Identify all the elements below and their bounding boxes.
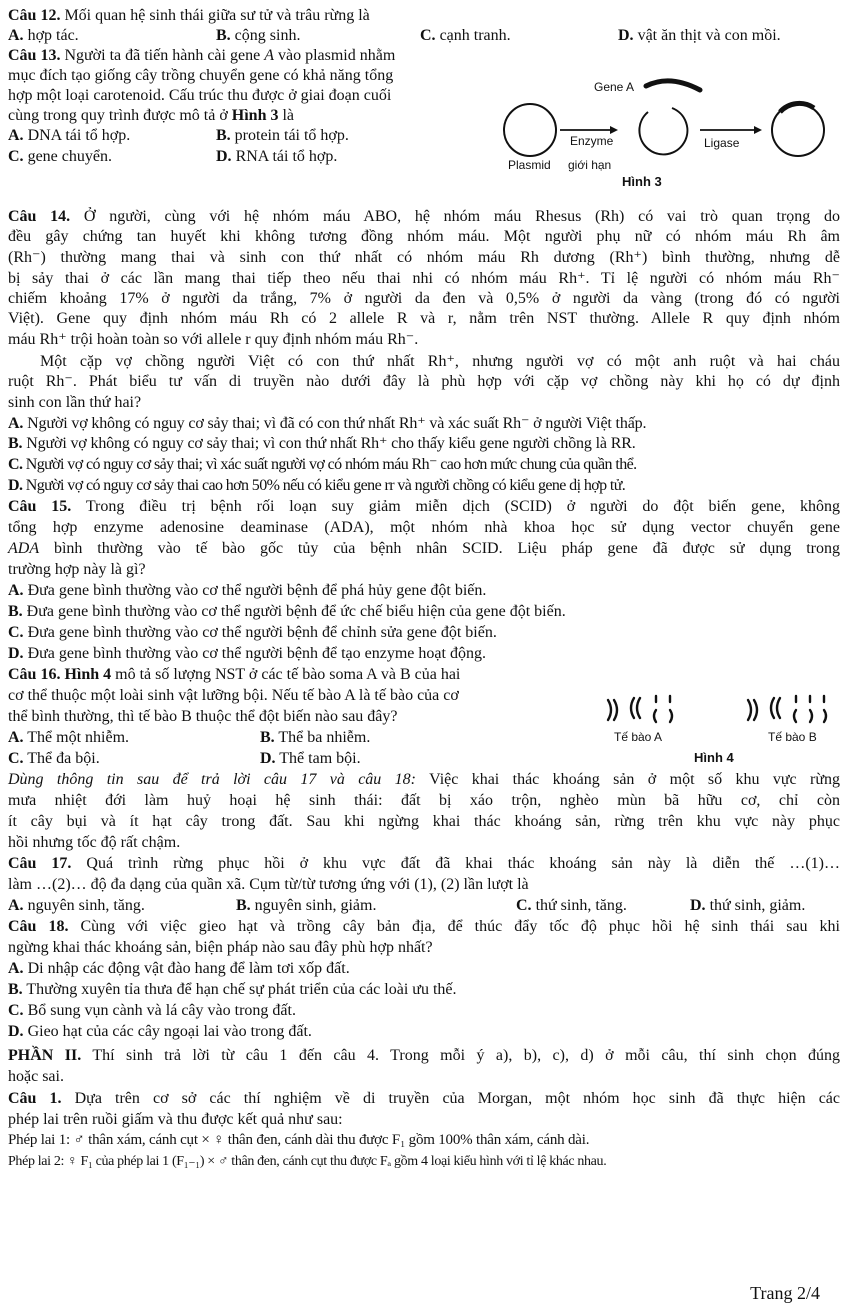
figure-3-caption: Hình 3 xyxy=(622,174,662,189)
shared-info-line-4: hồi nhưng tốc độ rất chậm. xyxy=(8,834,181,851)
q17-option-d[interactable]: D. thứ sinh, giảm. xyxy=(690,897,806,914)
q13-option-d[interactable]: D. RNA tái tổ hợp. xyxy=(216,148,338,165)
q17-option-a[interactable]: A. nguyên sinh, tăng. xyxy=(8,897,145,914)
q13-stem-line-2: mục đích tạo giống cây trồng chuyển gene có khả năng tổng xyxy=(8,67,394,84)
q12-stem xyxy=(8,6,370,26)
part2-heading: PHẦN II. xyxy=(8,1047,82,1064)
q13-option-b[interactable]: B. protein tái tổ hợp. xyxy=(216,127,349,144)
gene-a-label: Gene A xyxy=(594,80,635,94)
p2q1-stem-line-2: phép lai trên ruồi giấm và thu được kết quả như sau: xyxy=(8,1111,343,1128)
q14-stem-line-2: đều gây chứng tan huyết khi không tương đồng nhóm máu. Một người phụ nữ có nhóm máu Rh âm xyxy=(8,228,840,245)
arrow-ligase-head xyxy=(754,126,762,134)
cell-a-chromosomes xyxy=(608,696,672,722)
p2q1-stem-line-1: Câu 1. Dựa trên cơ sở các thí nghiệm về di truyền của Morgan, một nhóm học sinh đã thực hiện các xyxy=(8,1090,840,1107)
q15-option-d[interactable]: D. Đưa gene bình thường vào cơ thể người bệnh để tạo enzyme hoạt động. xyxy=(8,645,486,662)
q15-stem-line-3: ADA bình thường vào tế bào gốc tủy của bệnh nhân SCID. Liệu pháp gene đã được sử dụng trong xyxy=(8,540,840,557)
q12-option-a[interactable]: A. hợp tác. xyxy=(8,27,79,44)
q16-option-d[interactable]: D. Thể tam bội. xyxy=(260,750,361,767)
q18-option-d[interactable]: D. Gieo hạt của các cây ngoại lai vào trong đất. xyxy=(8,1023,312,1040)
q14-stem-line-7: máu Rh⁺ trội hoàn toàn so với allele r quy định nhóm máu Rh⁻. xyxy=(8,331,419,348)
part2-line-2: hoặc sai. xyxy=(8,1068,64,1085)
gene-a-fragment xyxy=(646,81,700,90)
shared-info-line-1: Dùng thông tin sau để trả lời câu 17 và câu 18: Việc khai thác khoáng sản ở một số khu vực rừng xyxy=(8,771,840,788)
part2-line-1: PHẦN II. Thí sinh trả lời từ câu 1 đến câu 4. Trong mỗi ý a), b), c), d) ở mỗi câu, thí sinh chọn đúng xyxy=(8,1047,841,1064)
q15-option-c[interactable]: C. Đưa gene bình thường vào cơ thể người bệnh để chỉnh sửa gene đột biến. xyxy=(8,624,497,641)
q15-stem-line-4: trường hợp này là gì? xyxy=(8,561,146,578)
q14-option-b[interactable]: B. Người vợ không có nguy cơ sảy thai; vì con thứ nhất Rh⁺ cho thấy kiểu gene người chồng là RR. xyxy=(8,435,636,452)
shared-info-line-2: mưa nhiệt đới làm huỷ hoại hệ sinh thái: đất bị xáo trộn, nghèo mùn bã hữu cơ, chỉ còn xyxy=(8,792,840,809)
q13-stem-line-4: cùng trong quy trình được mô tả ở Hình 3 là xyxy=(8,107,295,124)
q13-stem-line-3: hợp một loại carotenoid. Cấu trúc thu được ở giai đoạn cuối xyxy=(8,87,392,104)
q14-option-c[interactable]: C. Người vợ có nguy cơ sảy thai; vì xác suất người vợ có nhóm máu Rh⁻ cao hơn mức chung của quần thể. xyxy=(8,456,637,473)
q15-stem-line-2: tổng hợp enzyme adenosine deaminase (ADA), một nhóm nhà khoa học sử dụng vector chuyển gene xyxy=(8,519,840,536)
q14-stem-line-5: chiếm khoảng 17% ở người da trắng, 7% ở người da đen và 0,5% ở người da vàng (trong đó có người xyxy=(8,290,840,307)
q15-stem-line-1: Câu 15. Trong điều trị bệnh rối loạn suy giảm miễn dịch (SCID) ở người do đột biến gene, không xyxy=(8,498,840,515)
cell-b-chromosomes xyxy=(748,696,826,722)
ligase-label: Ligase xyxy=(704,136,740,150)
q13-stem-line-1: Câu 13. Người ta đã tiến hành cài gene A vào plasmid nhằm xyxy=(8,47,396,64)
q14-option-a[interactable]: A. Người vợ không có nguy cơ sảy thai; vì đã có con thứ nhất Rh⁺ và xác suất Rh⁻ ở người Việt thấp. xyxy=(8,415,647,432)
q18-option-c[interactable]: C. Bổ sung vụn cành và lá cây vào trong đất. xyxy=(8,1002,296,1019)
q14-stem-line-10: sinh con lần thứ hai? xyxy=(8,394,142,411)
q16-stem-line-3: thể bình thường, thì tế bào B thuộc thể đột biến nào sau đây? xyxy=(8,708,398,725)
q14-stem-line-9: ruột Rh⁻. Phát biểu tư vấn di truyền nào dưới đây là phù hợp với cặp vợ chồng này khi họ có dự định xyxy=(8,373,840,390)
enzyme-label-2: giới hạn xyxy=(568,158,612,172)
cell-a-label: Tế bào A xyxy=(614,730,663,744)
q18-stem-line-2: ngừng khai thác khoáng sản, biện pháp nào sau đây phù hợp nhất? xyxy=(8,939,433,956)
q16-option-b[interactable]: B. Thể ba nhiễm. xyxy=(260,729,371,746)
q17-stem-line-1: Câu 17. Quá trình rừng phục hồi ở khu vực đất đã khai thác khoáng sản này là diễn thế …(1)… xyxy=(8,855,841,872)
q14-stem-line-8: Một cặp vợ chồng người Việt có con thứ nhất Rh⁺, nhưng người vợ có một anh ruột và hai cháu xyxy=(40,353,840,370)
shared-info-line-3: ít cây bụi và ít hạt cây trong đất. Sau khi ngừng khai thác khoáng sản, rừng trên khu vực này phục xyxy=(8,813,840,830)
q13-option-a[interactable]: A. DNA tái tổ hợp. xyxy=(8,127,131,144)
q14-stem-line-4: bị sảy thai ở các lần mang thai tiếp theo nếu thai nhi có nhóm máu Rh⁺. Tỉ lệ người có nhóm máu Rh⁻ xyxy=(8,270,840,287)
q18-option-b[interactable]: B. Thường xuyên tỉa thưa để hạn chế sự phát triển của các loài ưu thế. xyxy=(8,981,457,998)
q17-option-b[interactable]: B. nguyên sinh, giảm. xyxy=(236,897,377,914)
figure-3-diagram xyxy=(500,74,840,194)
q16-option-a[interactable]: A. Thể một nhiễm. xyxy=(8,729,130,746)
p2q1-cross-2: Phép lai 2: ♀ F₁ của phép lai 1 (F₁₋₁) × ♂ thân đen, cánh cụt thu được Fₐ gồm 4 loại kiểu hình với tỉ lệ khác nhau. xyxy=(8,1154,607,1169)
q12-text: Mối quan hệ sinh thái giữa sư tử và trâu rừng là xyxy=(60,7,370,24)
q14-stem-line-3: (Rh⁻) thường mang thai và sinh con thứ nhất có nhóm máu Rh dương (Rh⁺) bình thường, nhưng dễ xyxy=(8,249,840,266)
page-number: Trang 2/4 xyxy=(750,1283,820,1303)
figure-4 xyxy=(600,688,840,770)
q16-option-c[interactable]: C. Thể đa bội. xyxy=(8,750,100,767)
q12-option-c[interactable]: C. cạnh tranh. xyxy=(420,27,511,44)
q15-option-b[interactable]: B. Đưa gene bình thường vào cơ thể người bệnh để ức chế biểu hiện của gene đột biến. xyxy=(8,603,566,620)
cell-b-label: Tế bào B xyxy=(768,730,817,744)
enzyme-label: Enzyme xyxy=(570,134,614,148)
q12-number: Câu 12. xyxy=(8,7,61,24)
plasmid-circle xyxy=(504,104,556,156)
q14-option-d[interactable]: D. Người vợ có nguy cơ sảy thai cao hơn 50% nếu có kiểu gene rr và người chồng có kiểu gene dị hợp tử. xyxy=(8,477,626,494)
q12-option-d[interactable]: D. vật ăn thịt và con mồi. xyxy=(618,27,781,44)
figure-4-caption: Hình 4 xyxy=(694,750,734,765)
q15-option-a[interactable]: A. Đưa gene bình thường vào cơ thể người bệnh để phá hủy gene đột biến. xyxy=(8,582,487,599)
q16-stem-line-1: Câu 16. Hình 4 mô tả số lượng NST ở các tế bào soma A và B của hai xyxy=(8,666,461,683)
q17-stem-line-2: làm …(2)… độ đa dạng của quần xã. Cụm từ/từ tương ứng với (1), (2) lần lượt là xyxy=(8,876,529,893)
q13-option-c[interactable]: C. gene chuyển. xyxy=(8,148,112,165)
q16-stem-line-2: cơ thể thuộc một loài sinh vật lưỡng bội. Nếu tế bào A là tế bào của cơ xyxy=(8,687,459,704)
q17-option-c[interactable]: C. thứ sinh, tăng. xyxy=(516,897,627,914)
q14-stem-line-1: Câu 14. Ở người, cùng với hệ nhóm máu ABO, hệ nhóm máu Rhesus (Rh) có vai trò quan trọng do xyxy=(8,208,841,225)
q18-stem-line-1: Câu 18. Cùng với việc gieo hạt và trồng cây bản địa, để thúc đẩy tốc độ phục hồi hệ sinh thái sau khi xyxy=(8,918,841,935)
plasmid-label: Plasmid xyxy=(508,158,551,172)
gene-a-italic: A xyxy=(264,47,274,64)
figure-3 xyxy=(500,74,840,194)
q18-option-a[interactable]: A. Di nhập các động vật đào hang để làm tơi xốp đất. xyxy=(8,960,350,977)
inserted-gene-a xyxy=(780,103,814,112)
cut-plasmid-arc xyxy=(639,108,687,154)
q12-option-b[interactable]: B. cộng sinh. xyxy=(216,27,301,44)
p2q1-cross-1: Phép lai 1: ♂ thân xám, cánh cụt × ♀ thân đen, cánh dài thu được F₁ gồm 100% thân xám, cánh dài. xyxy=(8,1132,590,1148)
q14-stem-line-6: Việt). Gene quy định nhóm máu Rh có 2 allele R và r, nằm trên NST thường. Allele R quy định nhóm xyxy=(8,310,840,327)
